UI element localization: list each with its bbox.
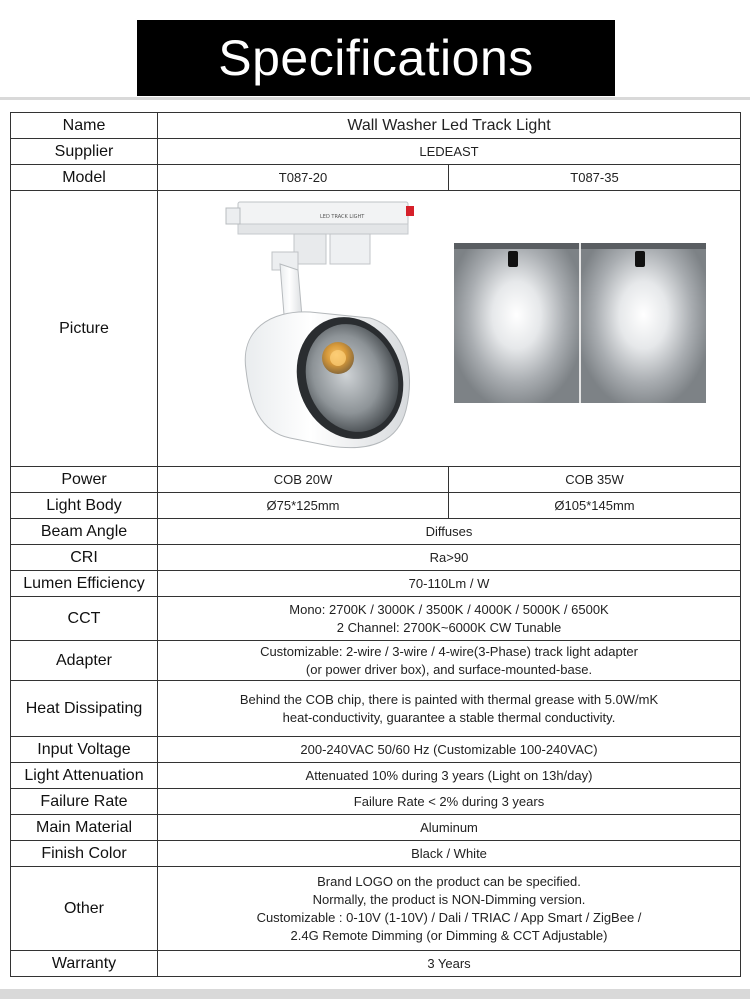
label-supplier: Supplier xyxy=(11,139,158,165)
header-divider xyxy=(0,97,750,100)
value-other xyxy=(158,867,741,951)
value-light-body-b: Ø105*145mm xyxy=(449,493,741,519)
value-warranty: 3 Years xyxy=(158,951,741,977)
label-other: Other xyxy=(11,867,158,951)
value-name: Wall Washer Led Track Light xyxy=(158,113,741,139)
cct-line-2: 2 Channel: 2700K~6000K CW Tunable xyxy=(336,619,562,635)
row-adapter xyxy=(11,641,741,681)
value-finish-color: Black / White xyxy=(158,841,741,867)
other-line-1: Brand LOGO on the product can be specified. xyxy=(317,873,581,889)
row-model xyxy=(11,165,741,191)
installed-light-photos xyxy=(454,243,706,403)
label-input-voltage: Input Voltage xyxy=(11,737,158,763)
row-failure-rate xyxy=(11,789,741,815)
row-supplier xyxy=(11,139,741,165)
value-power-a: COB 20W xyxy=(158,467,449,493)
label-model: Model xyxy=(11,165,158,191)
value-lumen-efficiency: 70-110Lm / W xyxy=(158,571,741,597)
track-light-product-image xyxy=(220,200,420,462)
label-adapter: Adapter xyxy=(11,641,158,681)
row-warranty xyxy=(11,951,741,977)
row-finish-color xyxy=(11,841,741,867)
label-light-attenuation: Light Attenuation xyxy=(11,763,158,789)
value-cri: Ra>90 xyxy=(158,545,741,571)
value-beam-angle: Diffuses xyxy=(158,519,741,545)
installed-photo-1 xyxy=(454,243,579,403)
label-finish-color: Finish Color xyxy=(11,841,158,867)
label-power: Power xyxy=(11,467,158,493)
row-cct xyxy=(11,597,741,641)
row-beam-angle xyxy=(11,519,741,545)
value-model-a: T087-20 xyxy=(158,165,449,191)
label-heat-dissipating: Heat Dissipating xyxy=(11,681,158,737)
row-cri xyxy=(11,545,741,571)
row-light-body xyxy=(11,493,741,519)
label-light-body: Light Body xyxy=(11,493,158,519)
other-line-2: Normally, the product is NON-Dimming version. xyxy=(312,891,586,907)
svg-text:LED TRACK LIGHT: LED TRACK LIGHT xyxy=(320,213,365,220)
label-failure-rate: Failure Rate xyxy=(11,789,158,815)
label-name: Name xyxy=(11,113,158,139)
row-name xyxy=(11,113,741,139)
label-picture: Picture xyxy=(11,191,158,467)
label-beam-angle: Beam Angle xyxy=(11,519,158,545)
row-other xyxy=(11,867,741,951)
row-light-attenuation xyxy=(11,763,741,789)
value-light-attenuation: Attenuated 10% during 3 years (Light on 13h/day) xyxy=(158,763,741,789)
cct-line-1: Mono: 2700K / 3000K / 3500K / 4000K / 5000K / 6500K xyxy=(289,601,609,617)
spec-table xyxy=(10,112,741,977)
value-model-b: T087-35 xyxy=(449,165,741,191)
value-light-body-a: Ø75*125mm xyxy=(158,493,449,519)
row-input-voltage xyxy=(11,737,741,763)
value-main-material: Aluminum xyxy=(158,815,741,841)
title-banner xyxy=(137,20,615,96)
row-heat-dissipating xyxy=(11,681,741,737)
row-picture xyxy=(11,191,741,467)
adapter-line-1: Customizable: 2-wire / 3-wire / 4-wire(3-Phase) track light adapter xyxy=(260,643,638,659)
value-failure-rate: Failure Rate < 2% during 3 years xyxy=(158,789,741,815)
heat-line-2: heat-conductivity, guarantee a stable thermal conductivity. xyxy=(282,709,616,725)
value-adapter xyxy=(158,641,741,681)
row-power xyxy=(11,467,741,493)
picture-cell xyxy=(158,191,741,467)
label-cri: CRI xyxy=(11,545,158,571)
bottom-band xyxy=(0,989,750,999)
label-main-material: Main Material xyxy=(11,815,158,841)
label-warranty: Warranty xyxy=(11,951,158,977)
adapter-line-2: (or power driver box), and surface-mounted-base. xyxy=(305,661,593,677)
heat-line-1: Behind the COB chip, there is painted with thermal grease with 5.0W/mK xyxy=(239,691,659,707)
installed-photo-2 xyxy=(579,243,706,403)
row-lumen-efficiency xyxy=(11,571,741,597)
label-lumen-efficiency: Lumen Efficiency xyxy=(11,571,158,597)
value-cct xyxy=(158,597,741,641)
value-input-voltage: 200-240VAC 50/60 Hz (Customizable 100-240VAC) xyxy=(158,737,741,763)
label-cct: CCT xyxy=(11,597,158,641)
row-main-material xyxy=(11,815,741,841)
value-supplier: LEDEAST xyxy=(158,139,741,165)
value-power-b: COB 35W xyxy=(449,467,741,493)
other-line-4: 2.4G Remote Dimming (or Dimming & CCT Adjustable) xyxy=(290,927,608,943)
other-line-3: Customizable : 0-10V (1-10V) / Dali / TRIAC / App Smart / ZigBee / xyxy=(256,909,642,925)
page-title: Specifications xyxy=(218,30,534,86)
value-heat-dissipating xyxy=(158,681,741,737)
